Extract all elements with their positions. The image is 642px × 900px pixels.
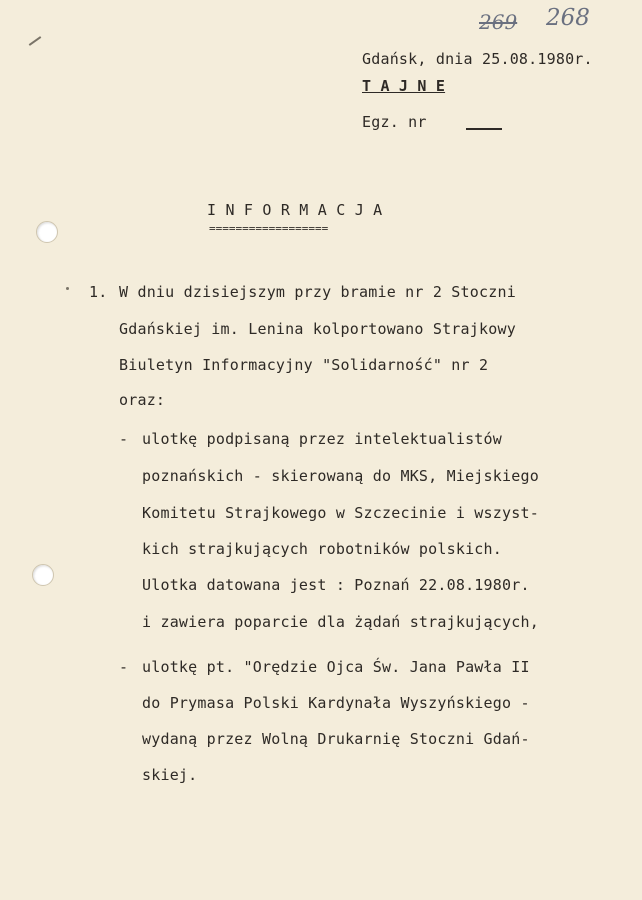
punch-hole-middle xyxy=(32,564,54,586)
bullet-line: ulotkę podpisaną przez intelektualistów xyxy=(142,430,502,448)
copy-number-blank xyxy=(466,128,502,130)
bullet-line: Ulotka datowana jest : Poznań 22.08.1980r. xyxy=(142,576,530,594)
handwritten-number-crossed: 269 xyxy=(479,10,518,34)
bullet-line: kich strajkujących robotników polskich. xyxy=(142,540,502,558)
bullet-dash: - xyxy=(119,430,129,448)
paragraph-line: oraz: xyxy=(119,391,166,409)
punch-hole-top xyxy=(36,221,58,243)
bullet-line: do Prymasa Polski Kardynała Wyszyńskiego - xyxy=(142,694,530,712)
paragraph-line: W dniu dzisiejszym przy bramie nr 2 Stoczni xyxy=(119,283,516,301)
document-title: I N F O R M A C J A xyxy=(207,201,383,219)
bullet-line: ulotkę pt. "Orędzie Ojca Św. Jana Pawła II xyxy=(142,658,530,676)
bullet-line: Komitetu Strajkowego w Szczecinie i wszyst- xyxy=(142,504,539,522)
paragraph-line: Gdańskiej im. Lenina kolportowano Strajkowy xyxy=(119,320,516,338)
title-underline: ================== xyxy=(209,222,329,235)
bullet-line: poznańskich - skierowaną do MKS, Miejskiego xyxy=(142,467,539,485)
item-number: 1. xyxy=(89,283,108,301)
bullet-line: skiej. xyxy=(142,766,198,784)
classification-label: T A J N E xyxy=(362,77,446,95)
bullet-line: i zawiera poparcie dla żądań strajkujących, xyxy=(142,613,539,631)
copy-number-label: Egz. nr xyxy=(362,113,427,131)
paper-speck xyxy=(29,36,42,46)
paragraph-line: Biuletyn Informacyjny "Solidarność" nr 2 xyxy=(119,356,489,374)
bullet-dash: - xyxy=(119,658,129,676)
margin-tick xyxy=(66,287,69,290)
bullet-line: wydaną przez Wolną Drukarnię Stoczni Gdań- xyxy=(142,730,530,748)
place-date: Gdańsk, dnia 25.08.1980r. xyxy=(362,50,593,68)
handwritten-number: 268 xyxy=(546,5,590,31)
